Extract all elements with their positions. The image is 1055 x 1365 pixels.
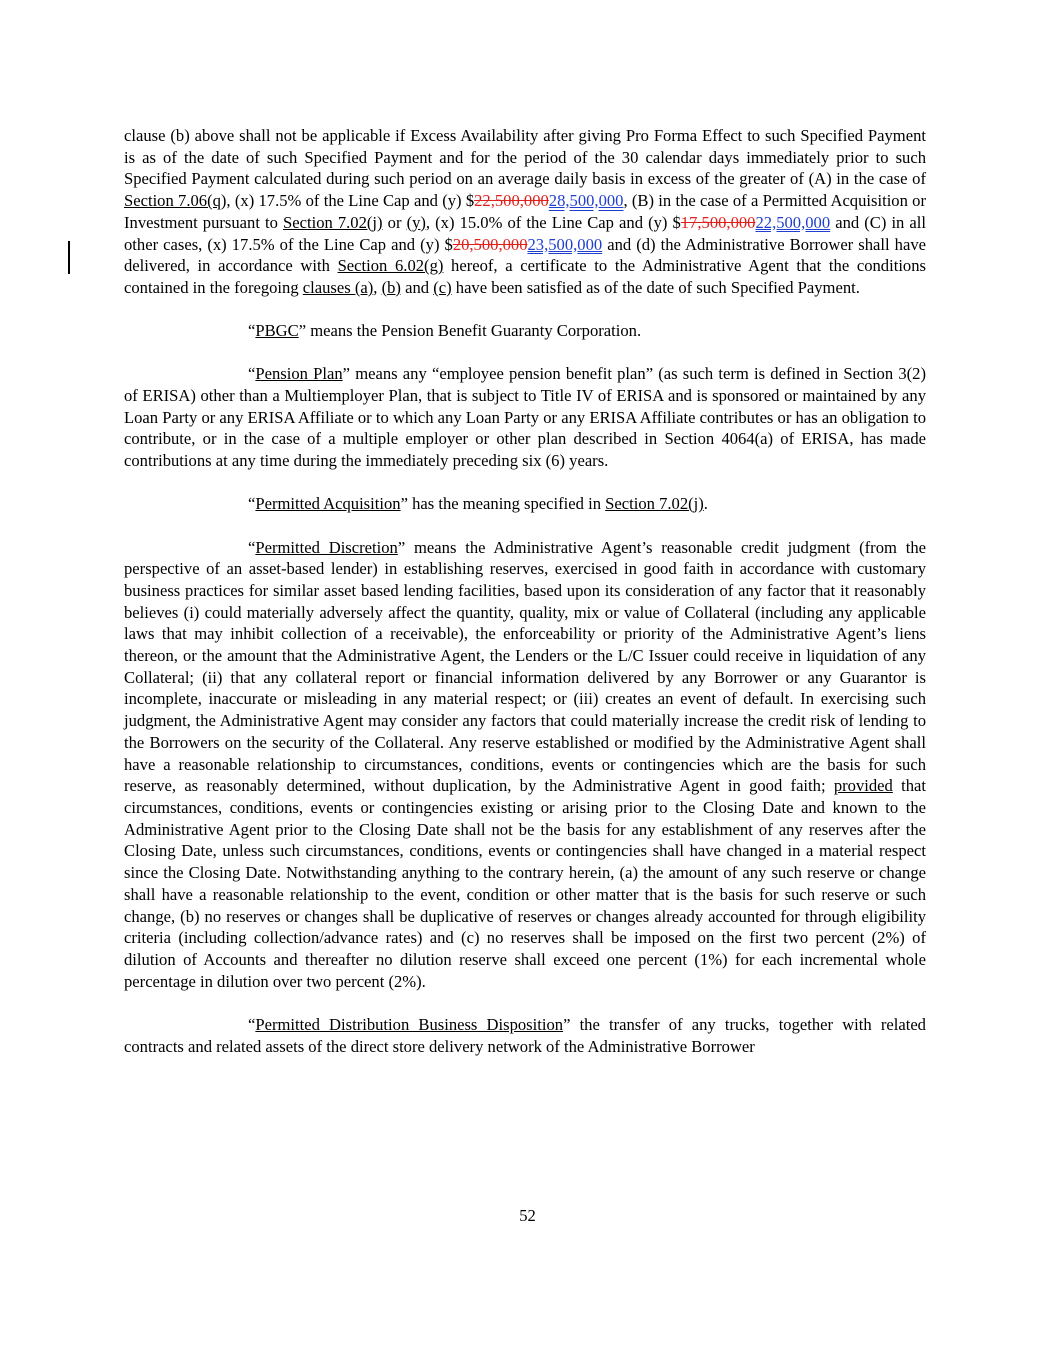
section-reference: Section 6.02(g): [337, 256, 444, 276]
document-page: [124, 125, 926, 1079]
inserted-text: 28,500,000: [548, 191, 624, 211]
section-reference: Section 7.06(q),: [124, 191, 231, 211]
deleted-text: 20,500,000: [452, 234, 528, 254]
section-reference: (y): [406, 212, 426, 232]
definition-pbgc: “PBGC” means the Pension Benefit Guaranty Corporation.: [248, 321, 642, 341]
definition-pension-plan: “Pension Plan” means any “employee pension benefit plan” (as such term is defined in Section 3(2) of ERISA) other than a Multiemployer Plan, that is subject to Title IV of ERISA and is sponsored or maintained by any Loan Party or any ERISA Affiliate or to which any Loan Party or any ERISA Affiliate contributes or has an obligation to contribute, or in the case of a multiple employer or other plan described in Section 4064(a) of ERISA, has made contributions at any time during the immediately preceding six (6) years.: [124, 364, 926, 471]
definition-permitted-discretion: “Permitted Discretion” means the Administrative Agent’s reasonable credit judgment (from the perspective of an asset-based lender) in establishing reserves, exercised in good faith in accordance with customary business practices for similar asset based lending facilities, based upon its consideration of any factor that it reasonably believes (i) could materially adversely affect the quantity, quality, mix or value of Collateral (including any applicable laws that may inhibit collection of a receivable), the enforceability or priority of the Administrative Agent’s liens thereon, or the amount that the Administrative Agent, the Lenders or the L/C Issuer could receive in liquidation of any Collateral; (ii) that any collateral report or financial information delivered by any Borrower or any Guarantor is incomplete, inaccurate or misleading in any material respect; or (iii) creates an event of default. In exercising such judgment, the Administrative Agent may consider any factors that could materially increase the credit risk of lending to the Borrowers on the security of the Collateral. Any reserve established or modified by the Administrative Agent shall have a reasonable relationship to circumstances, conditions, events or contingencies which are the basis for such reserve, as reasonably determined, without duplication, by the Administrative Agent in good faith; provided that circumstances, conditions, events or contingencies existing or arising prior to the Closing Date and known to the Administrative Agent prior to the Closing Date shall not be the basis for any establishment of any reserves after the Closing Date, unless such circumstances, conditions, events or contingencies shall have changed in a material respect since the Closing Date. Notwithstanding anything to the contrary herein, (a) the amount of any such reserve or change shall have a reasonable relationship to the event, condition or other matter that is the basis for such reserve or such change, (b) no reserves or changes shall be duplicative of reserves or changes already accounted for through eligibility criteria (including collection/advance rates) and (c) no reserves shall be imposed on the first two percent (2%) of dilution of Accounts and thereafter no dilution reserve shall exceed one percent (1%) for each incremental whole percentage in dilution over two percent (2%).: [124, 537, 927, 991]
clause-reference: (b): [381, 277, 401, 297]
inserted-text: 23,500,000: [527, 234, 603, 254]
revision-change-bar: [68, 241, 70, 274]
defined-term: Permitted Acquisition: [255, 494, 401, 514]
deleted-text: 17,500,000: [680, 212, 756, 232]
section-reference: Section 7.02(j): [605, 494, 704, 514]
clause-reference: clauses (a): [302, 277, 374, 297]
clause-reference: (c): [433, 277, 452, 297]
inserted-text: 22,500,000: [755, 212, 831, 232]
page-number: 52: [519, 1206, 536, 1225]
definition-permitted-acquisition: “Permitted Acquisition” has the meaning specified in Section 7.02(j).: [248, 494, 708, 514]
definition-permitted-distribution-business-disposition: “Permitted Distribution Business Disposition” the transfer of any trucks, together with related contracts and related assets of the direct store delivery network of the Administrative Borrower: [124, 1014, 926, 1056]
defined-term: Permitted Discretion: [255, 537, 398, 557]
defined-term: Permitted Distribution Business Disposition: [255, 1014, 564, 1034]
defined-term: Pension Plan: [255, 364, 343, 384]
deleted-text: 22,500,000: [474, 191, 549, 211]
section-reference: Section 7.02(j): [283, 212, 383, 232]
specified-payment-continuation-paragraph: clause (b) above shall not be applicable if Excess Availability after giving Pro Forma Effect to such Specified Payment is as of the date of such Specified Payment and for the period of the 30 calendar days immediately prior to such Specified Payment calculated during such period on an average daily basis in excess of the greater of (A) in the case of Section 7.06(q), (x) 17.5% of the Line Cap and (y) $22,500,00028,500,000, (B) in the case of a Permitted Acquisition or Investment pursuant to Section 7.02(j) or (y), (x) 15.0% of the Line Cap and (y) $17,500,00022,500,000 and (C) in all other cases, (x) 17.5% of the Line Cap and (y) $20,500,00023,500,000 and (d) the Administrative Borrower shall have delivered, in accordance with Section 6.02(g) hereof, a certificate to the Administrative Agent that the conditions contained in the foregoing clauses (a), (b) and (c) have been satisfied as of the date of such Specified Payment.: [124, 126, 927, 297]
defined-term: PBGC: [255, 321, 299, 341]
proviso-term: provided: [833, 776, 893, 796]
